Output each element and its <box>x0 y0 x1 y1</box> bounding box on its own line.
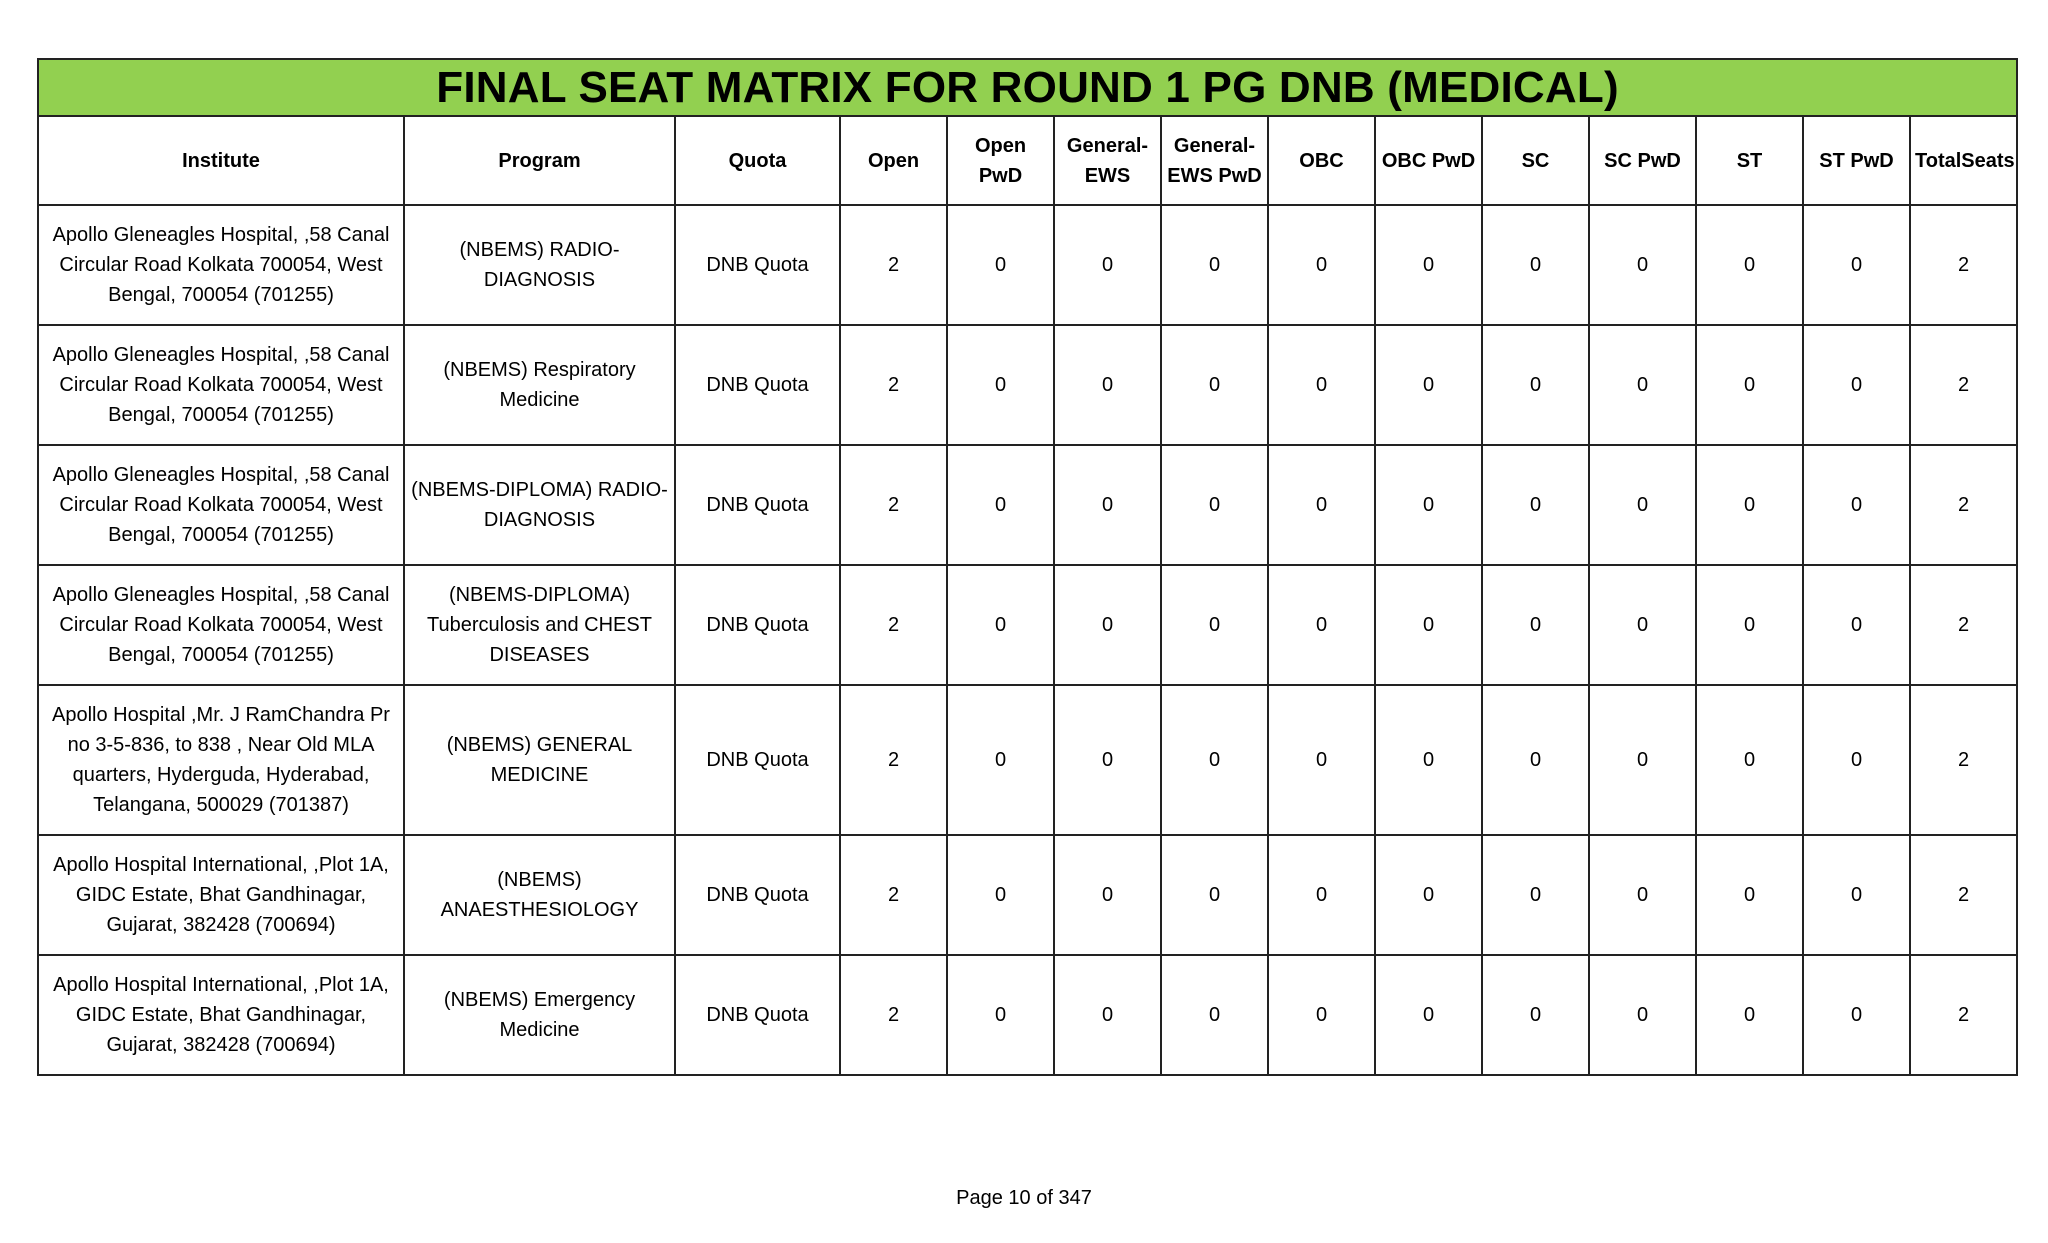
open-cell: 2 <box>840 325 947 445</box>
sc-pwd-cell: 0 <box>1589 445 1696 565</box>
program-cell: (NBEMS-DIPLOMA) Tuberculosis and CHEST DISEASES <box>404 565 675 685</box>
st-cell: 0 <box>1696 205 1803 325</box>
st-pwd-cell: 0 <box>1803 685 1910 835</box>
st-cell: 0 <box>1696 955 1803 1075</box>
total-seats-cell: 2 <box>1910 565 2017 685</box>
column-header: SC <box>1482 116 1589 205</box>
quota-cell: DNB Quota <box>675 445 840 565</box>
program-cell: (NBEMS) RADIO-DIAGNOSIS <box>404 205 675 325</box>
total-seats-cell: 2 <box>1910 835 2017 955</box>
total-seats-cell: 2 <box>1910 685 2017 835</box>
st-cell: 0 <box>1696 565 1803 685</box>
open-pwd-cell: 0 <box>947 685 1054 835</box>
quota-cell: DNB Quota <box>675 685 840 835</box>
program-cell: (NBEMS-DIPLOMA) RADIO-DIAGNOSIS <box>404 445 675 565</box>
general-ews-pwd-cell: 0 <box>1161 955 1268 1075</box>
sc-pwd-cell: 0 <box>1589 835 1696 955</box>
table-row <box>38 325 2017 445</box>
total-seats-cell: 2 <box>1910 205 2017 325</box>
quota-cell: DNB Quota <box>675 205 840 325</box>
quota-cell: DNB Quota <box>675 565 840 685</box>
general-ews-cell: 0 <box>1054 325 1161 445</box>
sc-pwd-cell: 0 <box>1589 565 1696 685</box>
sc-cell: 0 <box>1482 205 1589 325</box>
sc-cell: 0 <box>1482 835 1589 955</box>
page-number: Page 10 of 347 <box>956 1187 1092 1209</box>
table-row <box>38 955 2017 1075</box>
general-ews-cell: 0 <box>1054 685 1161 835</box>
st-pwd-cell: 0 <box>1803 445 1910 565</box>
column-header: General-EWS PwD <box>1161 116 1268 205</box>
sc-cell: 0 <box>1482 445 1589 565</box>
general-ews-cell: 0 <box>1054 835 1161 955</box>
sc-cell: 0 <box>1482 565 1589 685</box>
column-header: Program <box>404 116 675 205</box>
column-header: ST <box>1696 116 1803 205</box>
institute-cell: Apollo Gleneagles Hospital, ,58 Canal Circular Road Kolkata 700054, West Bengal, 700054 (701255) <box>38 205 404 325</box>
st-pwd-cell: 0 <box>1803 835 1910 955</box>
quota-cell: DNB Quota <box>675 955 840 1075</box>
general-ews-pwd-cell: 0 <box>1161 445 1268 565</box>
sc-pwd-cell: 0 <box>1589 205 1696 325</box>
institute-cell: Apollo Hospital ,Mr. J RamChandra Pr no 3-5-836, to 838 , Near Old MLA quarters, Hyderguda, Hyderabad, Telangana, 500029 (701387) <box>38 685 404 835</box>
column-header: Quota <box>675 116 840 205</box>
st-pwd-cell: 0 <box>1803 325 1910 445</box>
column-header: OBC <box>1268 116 1375 205</box>
general-ews-pwd-cell: 0 <box>1161 685 1268 835</box>
table-row <box>38 685 2017 835</box>
general-ews-cell: 0 <box>1054 955 1161 1075</box>
total-seats-cell: 2 <box>1910 325 2017 445</box>
st-cell: 0 <box>1696 445 1803 565</box>
st-pwd-cell: 0 <box>1803 955 1910 1075</box>
column-header: Open PwD <box>947 116 1054 205</box>
column-header: TotalSeats <box>1910 116 2017 205</box>
general-ews-pwd-cell: 0 <box>1161 205 1268 325</box>
table-row <box>38 205 2017 325</box>
table-row <box>38 565 2017 685</box>
obc-cell: 0 <box>1268 565 1375 685</box>
obc-cell: 0 <box>1268 205 1375 325</box>
obc-pwd-cell: 0 <box>1375 205 1482 325</box>
obc-cell: 0 <box>1268 325 1375 445</box>
program-cell: (NBEMS) ANAESTHESIOLOGY <box>404 835 675 955</box>
column-header: OBC PwD <box>1375 116 1482 205</box>
obc-cell: 0 <box>1268 445 1375 565</box>
obc-pwd-cell: 0 <box>1375 445 1482 565</box>
quota-cell: DNB Quota <box>675 325 840 445</box>
sc-pwd-cell: 0 <box>1589 685 1696 835</box>
column-header: Institute <box>38 116 404 205</box>
st-cell: 0 <box>1696 835 1803 955</box>
program-cell: (NBEMS) Emergency Medicine <box>404 955 675 1075</box>
institute-cell: Apollo Hospital International, ,Plot 1A, GIDC Estate, Bhat Gandhinagar, Gujarat, 382428 (700694) <box>38 955 404 1075</box>
general-ews-cell: 0 <box>1054 565 1161 685</box>
institute-cell: Apollo Hospital International, ,Plot 1A, GIDC Estate, Bhat Gandhinagar, Gujarat, 382428 (700694) <box>38 835 404 955</box>
obc-cell: 0 <box>1268 685 1375 835</box>
obc-pwd-cell: 0 <box>1375 955 1482 1075</box>
open-pwd-cell: 0 <box>947 835 1054 955</box>
institute-cell: Apollo Gleneagles Hospital, ,58 Canal Circular Road Kolkata 700054, West Bengal, 700054 (701255) <box>38 565 404 685</box>
open-pwd-cell: 0 <box>947 325 1054 445</box>
total-seats-cell: 2 <box>1910 445 2017 565</box>
open-pwd-cell: 0 <box>947 955 1054 1075</box>
open-cell: 2 <box>840 445 947 565</box>
header-row <box>38 116 2017 205</box>
obc-pwd-cell: 0 <box>1375 565 1482 685</box>
general-ews-cell: 0 <box>1054 445 1161 565</box>
institute-cell: Apollo Gleneagles Hospital, ,58 Canal Circular Road Kolkata 700054, West Bengal, 700054 (701255) <box>38 445 404 565</box>
open-pwd-cell: 0 <box>947 205 1054 325</box>
column-header: Open <box>840 116 947 205</box>
sc-pwd-cell: 0 <box>1589 955 1696 1075</box>
sc-cell: 0 <box>1482 325 1589 445</box>
st-pwd-cell: 0 <box>1803 205 1910 325</box>
open-cell: 2 <box>840 205 947 325</box>
sc-pwd-cell: 0 <box>1589 325 1696 445</box>
page-title: FINAL SEAT MATRIX FOR ROUND 1 PG DNB (MEDICAL) <box>38 59 2017 116</box>
st-pwd-cell: 0 <box>1803 565 1910 685</box>
column-header: General-EWS <box>1054 116 1161 205</box>
obc-cell: 0 <box>1268 835 1375 955</box>
open-cell: 2 <box>840 955 947 1075</box>
open-cell: 2 <box>840 685 947 835</box>
seat-matrix-table <box>37 58 2018 1076</box>
table-row <box>38 835 2017 955</box>
obc-pwd-cell: 0 <box>1375 835 1482 955</box>
st-cell: 0 <box>1696 685 1803 835</box>
column-header: SC PwD <box>1589 116 1696 205</box>
program-cell: (NBEMS) GENERAL MEDICINE <box>404 685 675 835</box>
obc-cell: 0 <box>1268 955 1375 1075</box>
total-seats-cell: 2 <box>1910 955 2017 1075</box>
general-ews-pwd-cell: 0 <box>1161 565 1268 685</box>
column-header: ST PwD <box>1803 116 1910 205</box>
general-ews-pwd-cell: 0 <box>1161 835 1268 955</box>
sc-cell: 0 <box>1482 955 1589 1075</box>
institute-cell: Apollo Gleneagles Hospital, ,58 Canal Circular Road Kolkata 700054, West Bengal, 700054 (701255) <box>38 325 404 445</box>
open-cell: 2 <box>840 565 947 685</box>
obc-pwd-cell: 0 <box>1375 685 1482 835</box>
general-ews-cell: 0 <box>1054 205 1161 325</box>
obc-pwd-cell: 0 <box>1375 325 1482 445</box>
table-row <box>38 445 2017 565</box>
open-pwd-cell: 0 <box>947 565 1054 685</box>
program-cell: (NBEMS) Respiratory Medicine <box>404 325 675 445</box>
open-cell: 2 <box>840 835 947 955</box>
sc-cell: 0 <box>1482 685 1589 835</box>
st-cell: 0 <box>1696 325 1803 445</box>
open-pwd-cell: 0 <box>947 445 1054 565</box>
quota-cell: DNB Quota <box>675 835 840 955</box>
general-ews-pwd-cell: 0 <box>1161 325 1268 445</box>
